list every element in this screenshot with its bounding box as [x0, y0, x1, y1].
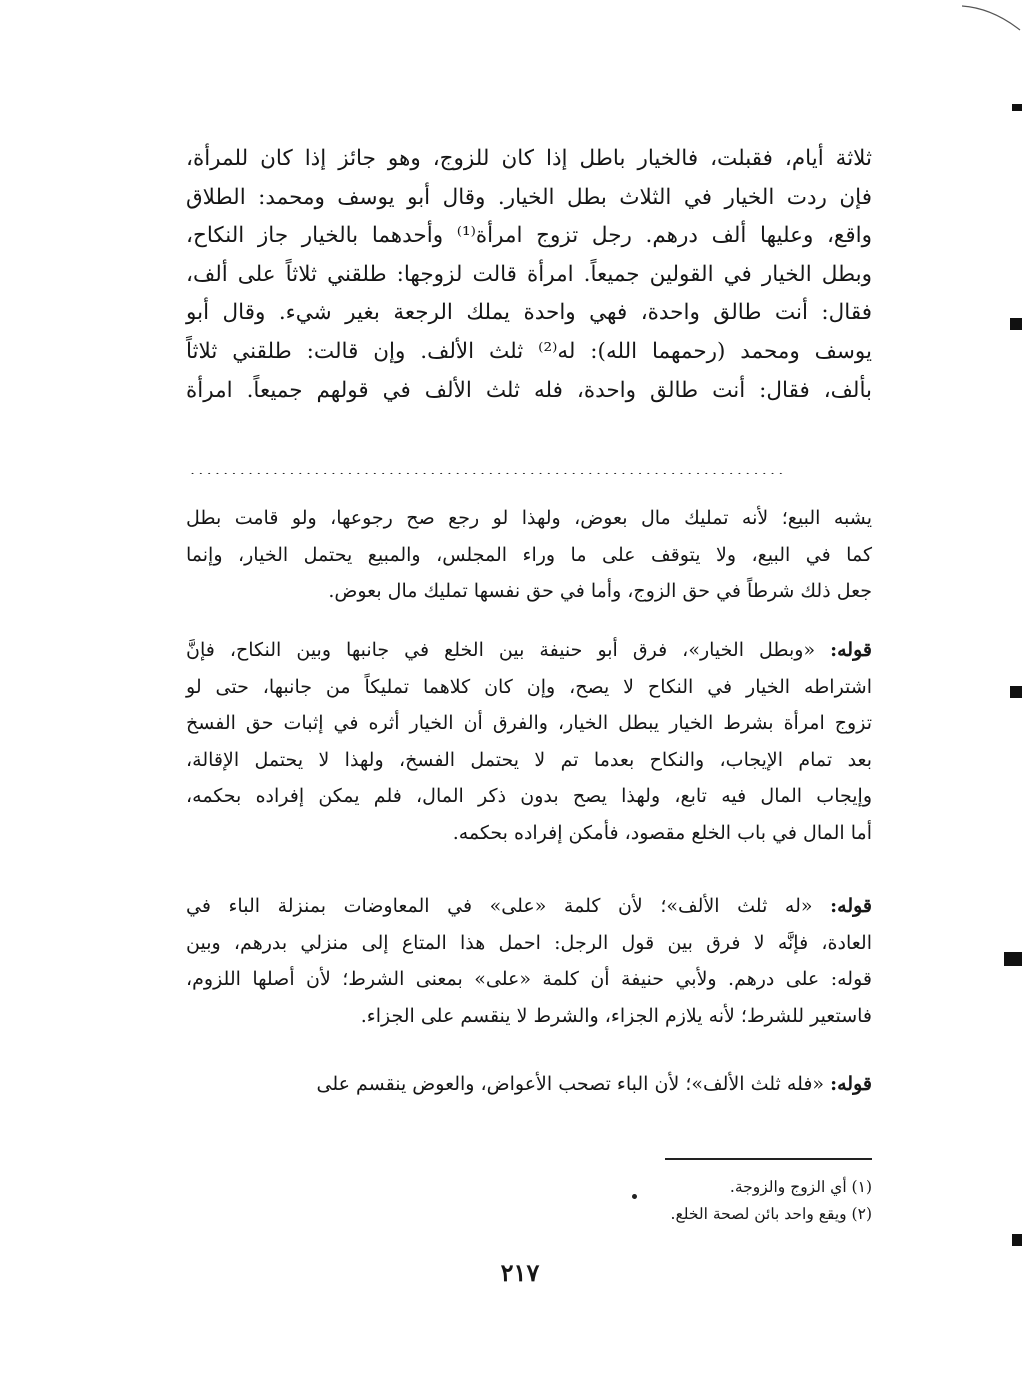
commentary-line: تزوج امرأة بشرط الخيار يبطل الخيار، والفرق أن الخيار أثره في إثبات حق الفسخ: [186, 712, 872, 734]
main-text-line: فقال: أنت طالق واحدة، فهي واحدة يملك الرجعة بغير شيء. وقال أبو: [186, 300, 872, 326]
commentary-line: العادة، فإنَّه لا فرق بين قول الرجل: احمل هذا المتاع إلى منزلي بدرهم، وبين: [186, 931, 872, 954]
binding-mark: [1012, 104, 1022, 111]
commentary-line: جعل ذلك شرطاً في حق الزوج، وأما في حق نفسها تمليك مال بعوض.: [328, 580, 872, 602]
commentary-paragraph-3: [186, 888, 872, 1034]
commentary-line: فاستعير للشرط؛ لأنه يلازم الجزاء، والشرط لا ينقسم على الجزاء.: [360, 1004, 872, 1027]
commentary-line: يشبه البيع؛ لأنه تمليك مال بعوض، ولهذا لو رجع صح رجوعها، ولو قامت بطل: [186, 507, 872, 529]
commentary-paragraph-4: [186, 1066, 872, 1103]
main-text-line: بألف، فقال: أنت طالق واحدة، فله ثلث الألف في قولهم جميعاً. امرأة: [186, 377, 872, 403]
dotted-separator: ........................................................................: [190, 460, 787, 474]
main-text-line: وبطل الخيار في القولين جميعاً. امرأة قالت لزوجها: طلقني ثلاثاً على ألف،: [186, 261, 872, 287]
main-text-line: ثلاثة أيام، فقبلت، فالخيار باطل إذا كان للزوج، وهو جائز إذا كان للمرأة،: [186, 146, 872, 171]
main-text-block: [186, 140, 872, 410]
binding-mark: [1010, 318, 1022, 330]
footnotes: [600, 1174, 872, 1228]
commentary-line: [186, 1066, 872, 1103]
commentary-line-text: «وبطل الخيار»، فرق أبو حنيفة بين الخلع في جانبها وبين النكاح، فإنَّ: [186, 639, 816, 661]
commentary-line: وإيجاب المال فيه تابع، ولهذا يصح بدون ذكر المال، فلم يمكن إفراده بحكمه،: [186, 785, 872, 807]
qawluhu-label: قوله:: [830, 895, 873, 917]
binding-mark: [1004, 952, 1022, 966]
footnote-1: (١) أي الزوج والزوجة.: [729, 1178, 872, 1196]
footnote-2: (٢) ويقع واحد بائن لصحة الخلع.: [670, 1205, 872, 1223]
commentary-line: كما في البيع، ولا يتوقف على ما وراء المجلس، والمبيع يحتمل الخيار، وإنما: [186, 543, 872, 566]
page-number: ٢١٧: [500, 1258, 540, 1287]
binding-mark: [1010, 686, 1022, 698]
qawluhu-label: قوله:: [830, 1073, 872, 1095]
main-text-line: فإن ردت الخيار في الثلاث بطل الخيار. وقال أبو يوسف ومحمد: الطلاق: [186, 184, 872, 210]
commentary-paragraph-2: [186, 632, 872, 851]
commentary-paragraph-1: [186, 500, 872, 610]
commentary-line: اشتراطه الخيار في النكاح لا يصح، وإن كان كلاهما تمليكاً من جانبها، حتى لو: [186, 675, 872, 698]
qawluhu-label: قوله:: [830, 639, 872, 661]
scan-edge-curve: [962, 0, 1022, 40]
footnote-rule: [665, 1158, 872, 1160]
commentary-line-text: «فله ثلث الألف»؛ لأن الباء تصحب الأعواض، والعوض ينقسم على: [316, 1073, 825, 1095]
main-text-line: يوسف ومحمد (رحمهما الله): له⁽²⁾ ثلث الألف. وإن قالت: طلقني ثلاثاً: [186, 338, 872, 364]
commentary-line: قوله: على درهم. ولأبي حنيفة أن كلمة «على» بمعنى الشرط؛ لأن أصلها اللزوم،: [186, 968, 872, 990]
commentary-line: [186, 888, 872, 925]
binding-mark: [1012, 1234, 1022, 1246]
main-text-line: واقع، وعليها ألف درهم. رجل تزوج امرأة⁽¹⁾ وأحدهما بالخيار جاز النكاح،: [186, 223, 873, 249]
commentary-line: بعد تمام الإيجاب، والنكاح بعدما تم لا يحتمل الفسخ، ولهذا لا يحتمل الإقالة،: [186, 748, 872, 771]
commentary-line-text: «له ثلث الألف»؛ لأن كلمة «على» في المعاوضات بمنزلة الباء في: [186, 895, 813, 917]
commentary-line: [186, 632, 872, 669]
commentary-line: أما المال في باب الخلع مقصود، فأمكن إفراده بحكمه.: [452, 821, 872, 844]
